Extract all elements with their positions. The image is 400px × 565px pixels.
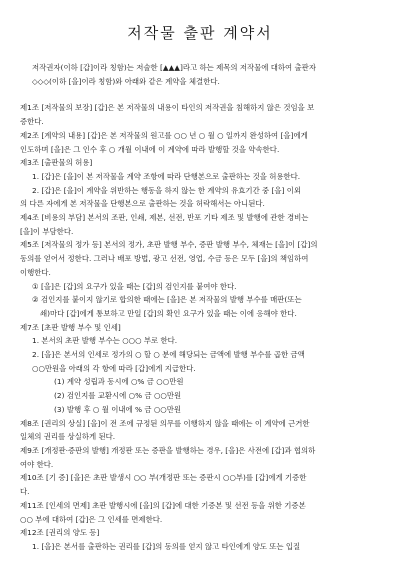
article-4: 제4조 [비용의 부담] 본서의 조판, 인쇄, 제본, 선전, 반포 기타 제조 및 발행에 관한 경비는 <box>20 213 309 223</box>
article-1: 제1조 [저작물의 보장] [갑]은 본 저작물의 내용이 타인의 저작권을 침해하지 않은 것임을 보 <box>20 103 315 113</box>
article-2-cont: 인도하며 [을]은 그 인수 후 ○ 개월 이내에 이 계약에 따라 발행할 것을 약속한다. <box>20 144 280 154</box>
article-4-cont: [을]이 부담한다. <box>20 226 74 236</box>
article-9: 제9조 [개정판·증판의 발행] 개정판 또는 증판을 발행하는 경우, [을]은 사전에 [갑]과 협의하 <box>20 445 316 455</box>
article-7-subitem-3: (3) 발행 후 ○ 월 이내에 % 금 ○○만원 <box>54 404 182 414</box>
article-7-subitem-2: (2) 검인지를 교환시에 ○% 금 ○○만원 <box>54 391 182 401</box>
article-7-subitem-1: (1) 계약 성립과 동시에 ○% 금 ○○만원 <box>54 377 184 387</box>
intro-paragraph <box>20 61 380 88</box>
article-5-clause-1: ① [을]은 [갑]의 요구가 있을 때는 [갑]의 검인지를 붙여야 한다. <box>32 281 237 291</box>
intro-line: 저작권자(이하 [갑]이라 칭함)는 저술한 [▲▲▲]라고 하는 제목의 저작물에 대하여 출판자 <box>32 63 316 72</box>
article-1-cont: 증한다. <box>20 117 44 127</box>
article-7-item-2-cont: ○○만원을 아래의 각 항에 따라 [갑]에게 지급한다. <box>32 363 196 373</box>
article-5-clause-2: ② 검인지를 붙이지 않기로 합의한 때에는 [을]은 본 저작물의 발행 부수를 매판(또는 <box>32 295 302 305</box>
document-title: 저작물 출판 계약서 <box>127 24 273 42</box>
article-10: 제10조 [기 증] [을]은 초판 발생시 ○○ 부(개정판 또는 증판시 ○○부)를 [갑]에게 기증한 <box>20 473 307 483</box>
article-12: 제12조 [권리의 양도 등] <box>20 528 100 538</box>
intro-line: ◇◇◇(이하 [을]이라 칭함)와 아래와 같은 계약을 체결한다. <box>32 76 220 86</box>
article-10-cont: 다. <box>20 487 30 497</box>
contract-body <box>20 101 380 553</box>
article-3-item-2-cont: 의 다른 자에게 본 저작물을 단행본으로 출판하는 것을 허락해서는 아니된다. <box>20 199 265 209</box>
article-5: 제5조 [저작물의 정가 등] 본서의 정가, 초판 발행 부수, 증판 발행 부수, 체재는 [을]이 [갑]의 <box>20 240 318 250</box>
article-3-item-2: 2. [갑]은 [을]이 계약을 위반하는 행동을 하지 않는 한 계약의 유효기간 중 [을] 이외 <box>32 185 302 195</box>
article-3: 제3조 [출판물의 허용] <box>20 158 93 168</box>
article-7-item-2: 2. [을]은 본서의 인세로 정가의 ○ 할 ○ 분에 해당되는 금액에 발행 부수를 곱한 금액 <box>32 350 305 360</box>
article-7: 제7조 [초판 발행 부수 및 인세] <box>20 322 121 332</box>
article-2: 제2조 [계약의 내용] [갑]은 본 저작물의 원고를 ○○ 년 ○ 월 ○ 일까지 완성하여 [을]에게 <box>20 130 308 140</box>
article-8-cont: 일체의 권리를 상실하게 된다. <box>20 432 116 442</box>
article-11: 제11조 [인세의 면제] 초판 발행시에 [을]의 [갑]에 대한 기증본 및 선전 등을 위한 기증본 <box>20 500 306 510</box>
article-11-cont: ○○ 부에 대하여 [갑]은 그 인세를 면제한다. <box>20 514 163 524</box>
article-5-clause-2-cont: 쇄)마다 [갑]에게 통보하고 만일 [갑]의 확인 요구가 있을 때는 이에 응해야 한다. <box>40 308 297 318</box>
article-5-cont: 이행한다. <box>20 267 51 277</box>
article-3-item-1: 1. [갑]은 [을]이 본 저작물을 계약 조항에 따라 단행본으로 출판하는 것을 허용한다. <box>32 171 301 181</box>
article-9-cont: 여야 한다. <box>20 459 54 469</box>
article-7-item-1: 1. 본서의 초판 발행 부수는 ○○○ 부로 한다. <box>32 336 178 346</box>
article-5-cont: 동의를 얻어서 정한다. 그러나 배포 방법, 광고 선전, 영업, 수금 등은 모두 [을]의 책임하여 <box>20 254 309 264</box>
article-8: 제8조 [권리의 상실] [을]이 전 조에 규정된 의무를 이행하지 않을 때에는 이 계약에 근거한 <box>20 418 310 428</box>
article-12-item-1: 1. [을]은 본서를 출판하는 권리를 [갑]의 동의를 얻지 않고 타인에게 양도 또는 입질 <box>32 541 301 551</box>
